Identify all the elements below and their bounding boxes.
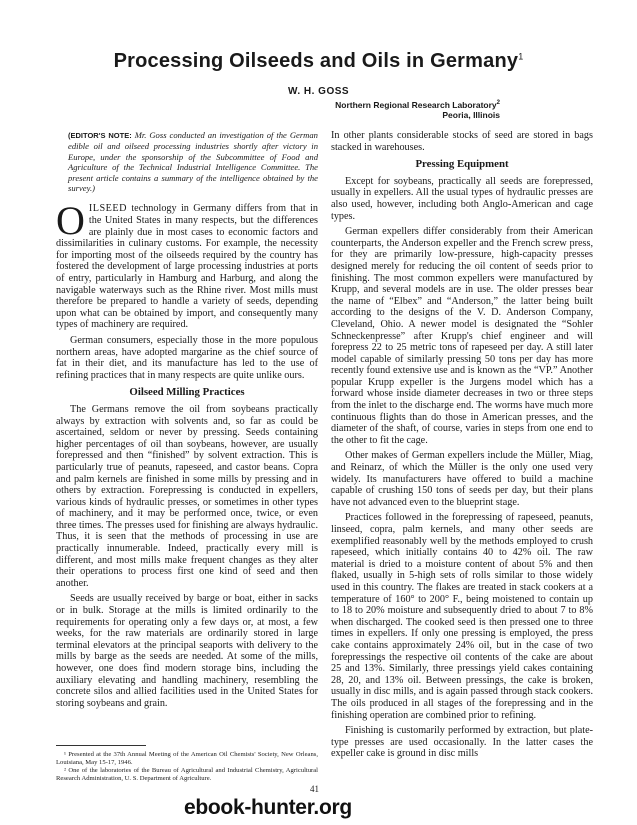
affiliation-institution: Northern Regional Research Laboratory [335, 99, 497, 110]
intro-paragraph [56, 198, 318, 331]
paragraph-storage: Seeds are usually received by barge or boat, either in sacks or in bulk. Storage at the mills is limited ordinarily to the requirements for operating only a few days or, at most, a few weeks, for the raw materials are ordinarily stored in large terminal elevators at the principal seaports with delivery to the mills by barge as the seeds are needed. At some of the mills, however, one does find modern storage bins, including the auxiliary elevating and handling machinery, resembling the concrete silos and allied facilities used in the United States for storing soybeans and grain. [56, 593, 318, 709]
intro-lead-word: ILSEED [88, 203, 127, 215]
paragraph-german-expellers: German expellers differ considerably from their American counterparts, the Anderson expeller and the French screw press, for they are primarily low-pressure, high-capacity presses designed merely for reducing the oil content of seeds prior to finishing. The most common expellers were manufactured by Krupp, and several models are in use. The older presses bear the name of “Elbex” and “Anderson,” the latter being built according to the designs of the V. D. Anderson Company, Cleveland, Ohio. A newer model is designated the “Sohler Schneckenpresse” after Krupp's chief engineer and will forepress 22 to 25 metric tons of rapeseed per day. A still later model capable of similarly pressing 50 tons per day has more recently found extensive use and is known as the “VP.” Another popular Krupp expeller is the Jurgens model which has a forward whose inside diameter decreases in two or three steps from the inlet to the discharge end. The worms have much more continuous flights than do those in American presses, and the diameter of the shaft, of course, varies in steps from one end to the other to fit the cage. [331, 226, 593, 446]
footnote-rule [56, 745, 146, 746]
right-column [331, 130, 593, 764]
footnote-2: ² One of the laboratories of the Bureau of Agricultural and Industrial Chemistry, Agricultural Research Administration, U. S. Department of Agriculture. [56, 767, 318, 782]
watermark-text: ebook-hunter.org [184, 796, 352, 819]
paragraph-finishing: Finishing is customarily performed by extraction, but plate-type presses are used occasionally. In the latter cases the expeller cake is ground in disc mills [331, 725, 593, 760]
paragraph-milling: The Germans remove the oil from soybeans practically always by extraction with solvents and, so far as could be ascertained, seldom or never by pressing. Seeds containing higher percentages of oil than soybeans, however, are usually forepressed and then “finished” by solvent extraction. This is particularly true of peanuts, rapeseed, and castor beans. Copra and palm kernels are finished in some mills by pressing and in others by extraction. Forepressing is conducted in expellers, various kinds of hydraulic presses, or sometimes in other types of machinery, and it may be performed once, twice, or even three times. The presses used for finishing are always hydraulic. Thus, it is seen that the methods of processing in use are practically innumerable. Indeed, practically every mill is different, and most mills make frequent changes as they alter their operations to process first one kind of seed and then another. [56, 403, 318, 589]
paragraph-pressing-intro: Except for soybeans, practically all seeds are forepressed, usually in expellers. All the usual types of hydraulic presses are also used, however, including both Anglo-American and cage types. [331, 175, 593, 222]
intro-text: technology in Germany differs from that in the United States in many respects, but the differences are plainly due in most cases to economic factors and dissimilarities in culinary customs. For example, the necessity for importing most of the oilseeds required by the country has fostered the development of large processing industries at ports of entry, particularly in Hamburg and Harburg, and along the navigable waterways such as the Rhine river. Most mills must therefore be prepared to handle a variety of seeds, depending upon what can be obtained by import, and consequently many types of machinery are required. [56, 203, 318, 331]
affiliation-location: Peoria, Illinois [442, 110, 500, 121]
author-name: W. H. GOSS [287, 86, 350, 97]
drop-cap: O [56, 198, 85, 244]
paragraph-other-makes: Other makes of German expellers include the Müller, Miag, and Reinarz, of which the Müller is the only one used very widely. Its manufacturers have offered to build a machine capable of crushing 150 tons of seeds per day, but their plans have not advanced even to the blueprint stage. [331, 450, 593, 508]
section-heading-milling: Oilseed Milling Practices [129, 386, 245, 399]
footnote-1: ¹ Presented at the 37th Annual Meeting of the American Oil Chemists' Society, New Orleans, Louisiana, May 15-17, 1946. [56, 751, 318, 766]
author-affiliation [180, 98, 500, 121]
article-title: Processing Oilseeds and Oils in Germany$^1$ [113, 50, 524, 72]
title-footnote-marker: 1 [518, 51, 524, 62]
paragraph-forepressing: Practices followed in the forepressing of rapeseed, peanuts, linseed, copra, palm kernels, and many other seeds are exemplified reasonably well by the methods employed to crush rapeseed, which initially contains 40 to 42% oil. The raw material is dried to a moisture content of about 5% and then flaked, usually in 5-high sets of rolls similar to those widely used in this country. The flakes are treated in stack cookers at a temperature of 160° to 200° F., being moistened to contain up to 18 to 20% moisture and subsequently dried to about 7 to 8% when discharged. The cooked seed is then pressed one to three times in expellers. If only one pressing is employed, the press cake contains approximately 24% oil, but in the case of two forepressings the respective oil contents of the cake are about 25 and 13%. Similarly, three pressings yield cakes containing 28, 20, and 13% oil. Between pressings, the cake is broken, usually in disc mills, and is again passed through stack cookers. The oils produced in all stages of the forepressing and in the finishing operation are combined prior to refining. [331, 512, 593, 721]
editors-note-lead: (EDITOR'S NOTE: [68, 131, 132, 140]
editors-note [68, 130, 318, 193]
paragraph-consumers: German consumers, especially those in the more populous northern areas, have adopted margarine as the chief source of fat in their diet, and its manufacture has led to the use of refining practices that in many respects are quite unlike ours. [56, 334, 318, 381]
paragraph-bag-storage: In other plants considerable stocks of seed are stored in bags stacked in warehouses. [331, 130, 593, 153]
left-column [56, 130, 318, 713]
affiliation-footnote-marker: 2 [496, 100, 500, 106]
footnotes [56, 751, 318, 783]
section-heading-pressing: Pressing Equipment [415, 158, 509, 171]
editors-note-body: Mr. Goss conducted an investigation of the German edible oil and oilseed processing industries shortly after victory in Europe, under the sponsorship of the Subcommittee of Food and Agriculture of the Technical Industrial Intelligence Committee. The present article contains a summary of the intelligence obtained by the survey.) [68, 130, 318, 194]
page-number: 41 [310, 784, 319, 794]
